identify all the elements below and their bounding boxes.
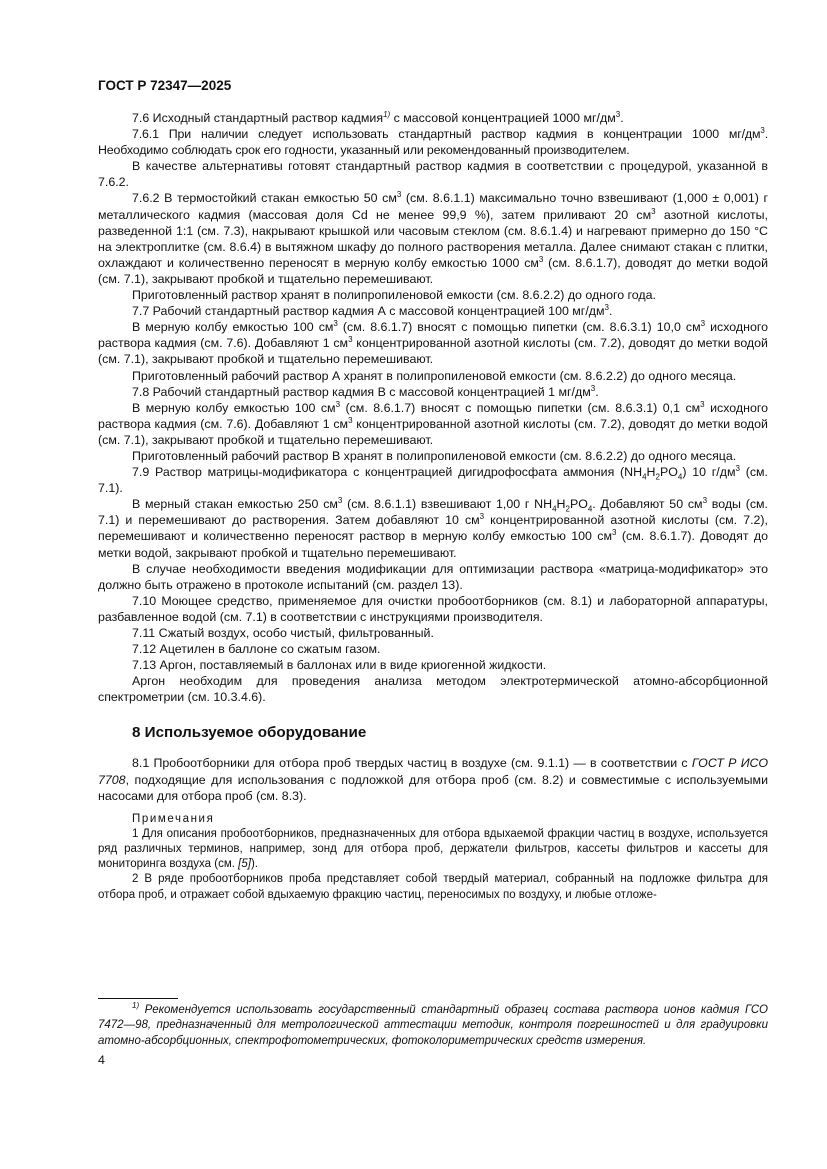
document-body bbox=[98, 110, 768, 903]
paragraph-7-11: 7.11 Сжатый воздух, особо чистый, фильтрованный. bbox=[132, 626, 434, 640]
paragraph-7-9: 7.9 Раствор матрицы-модификатора с концентрацией дигидрофосфата аммония $(NH_4H_2PO_4)$ 10 $г/дм^3$ (см. 7.1). bbox=[98, 463, 768, 496]
paragraph-storage-1: Приготовленный раствор хранят в полипропиленовой емкости (см. 8.6.2.2) до одного года. bbox=[132, 288, 656, 303]
section-8-heading: 8 Используемое оборудование bbox=[132, 724, 367, 742]
paragraph-alternative: В качестве альтернативы готовят стандартный раствор кадмия в соответствии с процедурой, указанной в 7.6.2. bbox=[98, 159, 768, 190]
paragraph-7-8: 7.8 Рабочий стандартный раствор кадмия В с массовой концентрацией 1 $мг/дм^3$. bbox=[132, 383, 599, 399]
note-2: 2 В ряде пробоотборников проба представляет собой твердый материал, собранный на подложке фильтра для отбора проб, и отражает собой вдыхаемую фракцию частиц, переносимых по воздуху, и любые отложе- bbox=[98, 873, 768, 901]
note-1: 1 Для описания пробоотборников, предназначенных для отбора вдыхаемой фракции частиц в воздухе, используется ряд различных терминов, например, зонд для отбора проб, держатели фильтров, кассеты фильтров и кассеты для мониторинга воздуха (см. [5]). bbox=[98, 827, 768, 871]
footnote-divider bbox=[98, 998, 178, 999]
footnote-mark: 1) bbox=[132, 1001, 140, 1011]
paragraph-8-1: 8.1 Пробоотборники для отбора проб твердых частиц в воздухе (см. 9.1.1) — в соответствии с ГОСТ Р ИСО 7708, подходящие для использования с подложкой для отбора проб (см. 8.2) и совместимые с используемыми насосами для отбора проб (см. 8.3). bbox=[98, 756, 768, 803]
paragraph-7-8-procedure: В мерную колбу емкостью 100 $см^3$ (см. 8.6.1.7) вносят с помощью пипетки (см. 8.6.3.1) 0,1 $см^3$ исходного раствора кадмия (см. 7.6). Добавляют 1 $см^3$ концентрированной азотной кислоты (см. 7.2), доводят до метки водой (см. 7.1), закрывают пробкой и тщательно перемешивают. bbox=[98, 399, 768, 447]
paragraph-7-9-procedure: В мерный стакан емкостью 250 $см^3$ (см. 8.6.1.1) взвешивают 1,00 г $NH_4H_2PO_4$. Добавляют 50 $см^3$ воды (см. 7.1) и перемешивают до растворения. Затем добавляют 10 $см^3$ концентрированной азотной кислоты (см. 7.2), перемешивают и количественно переносят раствор в мерную колбу емкостью 100 $см^3$ (см. 8.6.1.7). Доводят до метки водой, закрывают пробкой и тщательно перемешивают. bbox=[98, 496, 768, 560]
document-header: ГОСТ Р 72347—2025 bbox=[98, 78, 232, 93]
paragraph-7-10: 7.10 Моющее средство, применяемое для очистки пробоотборников (см. 8.1) и лабораторной аппаратуры, разбавленное водой (см. 7.1) в соответствии с инструкциями производителя. bbox=[98, 593, 768, 624]
paragraph-argon: Аргон необходим для проведения анализа методом электротермической атомно-абсорбционной спектрометрии (см. 10.3.4.6). bbox=[98, 674, 768, 705]
paragraph-storage-a: Приготовленный рабочий раствор А хранят в полипропиленовой емкости (см. 8.6.2.2) до одного месяца. bbox=[132, 368, 737, 383]
paragraph-7-7: 7.7 Рабочий стандартный раствор кадмия А с массовой концентрацией 100 $мг/дм^3$. bbox=[132, 303, 613, 319]
paragraph-7-12: 7.12 Ацетилен в баллоне со сжатым газом. bbox=[132, 642, 381, 657]
bibliography-reference: [5] bbox=[238, 858, 251, 871]
paragraph-storage-b: Приготовленный рабочий раствор В хранят в полипропиленовой емкости (см. 8.6.2.2) до одного месяца. bbox=[132, 448, 737, 463]
paragraph-7-13: 7.13 Аргон, поставляемый в баллонах или в виде криогенной жидкости. bbox=[132, 658, 547, 673]
footnote-ref: 1) bbox=[383, 109, 391, 119]
notes-block bbox=[98, 812, 768, 903]
paragraph-7-7-procedure: В мерную колбу емкостью 100 $см^3$ (см. 8.6.1.7) вносят с помощью пипетки (см. 8.6.3.1) 10,0 $см^3$ исходного раствора кадмия (см. 7.6). Добавляют 1 $см^3$ концентрированной азотной кислоты (см. 7.2), доводят до метки водой (см. 7.1), закрывают пробкой и тщательно перемешивают. bbox=[98, 319, 768, 367]
standard-reference: ГОСТ Р ИСО 7708 bbox=[98, 756, 768, 787]
page-number: 4 bbox=[98, 1053, 105, 1067]
paragraph-modification: В случае необходимости введения модификации для оптимизации раствора «матрица-модификатор» это должно быть отражено в протоколе испытаний (см. раздел 13). bbox=[98, 561, 768, 592]
paragraph-7-6: 7.6 Исходный стандартный раствор кадмия$^{1)}$ с массовой концентрацией 1000 $мг/дм^3$. bbox=[132, 109, 624, 125]
footnote: $^{1)}$ Рекомендуется использовать государственный стандартный образец состава раствора ионов кадмия ГСО 7472—98, предназначенный для метрологической аттестации методик, контроля погрешностей и для градуировки атомно-абсорбционных, спектрофотометрических, фотоколориметрических средств измерения. bbox=[98, 1001, 768, 1047]
paragraph-7-6-2: 7.6.2 В термостойкий стакан емкостью 50 $см^3$ (см. 8.6.1.1) максимально точно взвешивают (1,000 ± 0,001) г металлического кадмия (массовая доля Cd не менее 99,9 %), затем приливают 20 $см^3$ азотной кислоты, разведенной 1:1 (см. 7.3), накрывают крышкой или часовым стеклом (см. 8.6.1.4) и нагревают примерно до 150 °С на электроплитке (см. 8.6.4) в вытяжном шкафу до полного растворения металла. Далее снимают стакан с плитки, охлаждают и количественно переносят в мерную колбу емкостью 1000 $см^3$ (см. 8.6.1.7), доводят до метки водой (см. 7.1), закрывают пробкой и тщательно перемешивают. bbox=[98, 190, 768, 286]
notes-title: Примечания bbox=[132, 812, 215, 825]
paragraph-7-6-1: 7.6.1 При наличии следует использовать стандартный раствор кадмия в концентрации 1000 $мг/дм^3$. Необходимо соблюдать срок его годности, указанный или рекомендованный производителем. bbox=[98, 125, 768, 158]
